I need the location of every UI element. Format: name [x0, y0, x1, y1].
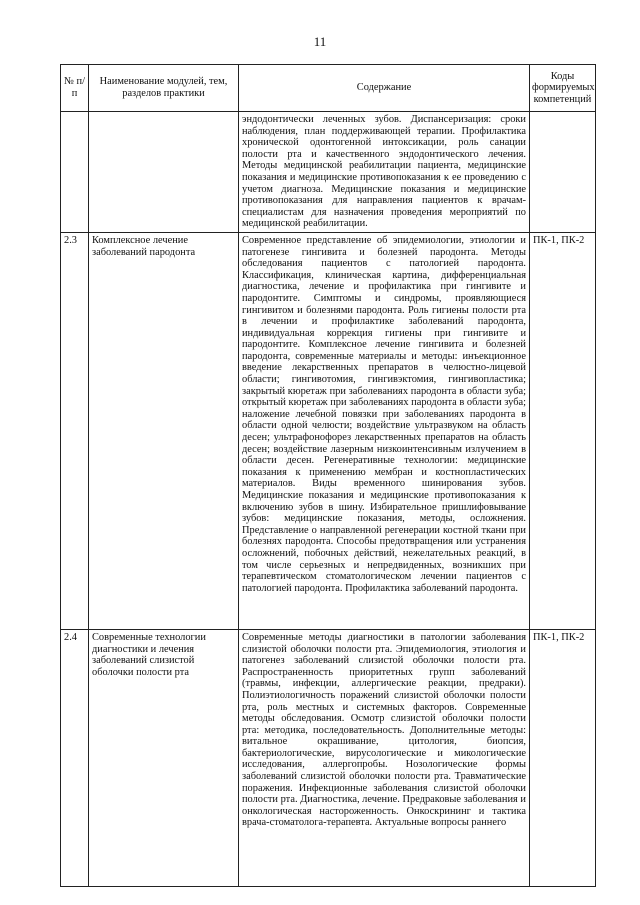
row-content: эндодонтически леченных зубов. Диспансеризация: сроки наблюдения, план поддерживающей терапии. Профилактика хронической одонтогенной интоксикации, роль санации полости рта и качественного эндодонтического лечения. Методы медицинской реабилитации пациента, медицинские показания и медицинские противопоказания к ее проведению с учетом диагноза. Медицинские показания и медицинские противопоказания для направления пациентов к врачам-специалистам для назначения проведения мероприятий по медицинской реабилитации.: [239, 112, 530, 233]
curriculum-table: [60, 64, 596, 887]
row-content: Современные методы диагностики в патологии заболевания слизистой оболочки полости рта. Эпидемиология, этиология и патогенез заболеваний слизистой оболочки полости рта. Распространенность приоритетных групп заболеваний (травмы, инфекции, аллергические реакции, предраки). Полиэтиологичность поражений слизистой оболочки полости рта, роль местных и системных факторов. Современные методы обследования. Осмотр слизистой оболочки полости рта: методика, последовательность. Дополнительные методы: витальное окрашивание, цитология, биопсия, бактериологические, вирусологические и микологические исследования, аллергопробы. Нозологические формы заболеваний слизистой оболочки полости рта. Травматические поражения. Инфекционные заболевания слизистой оболочки полости рта. Диагностика, лечение. Предраковые заболевания и онкологическая настороженность. Онкоскрининг и тактика врача-стоматолога-терапевта. Актуальные вопросы раннего: [239, 629, 530, 886]
header-num: № п/п: [61, 65, 89, 112]
row-content: Современное представление об эпидемиологии, этиологии и патогенезе гингивита и болезней пародонта. Методы обследования пациентов с патологией пародонта. Классификация, клиническая картина, дифференциальная диагностика, лечение и профилактика при гингивите и пародонтите. Симптомы и синдромы, проявляющиеся гингивитом и болезнями пародонта. Роль гигиены полости рта в лечении и профилактике заболеваний пародонта, индивидуальная коррекция гигиены при гингивите и пародонтите. Комплексное лечение гингивита и болезней пародонта, современные материалы и методы: инъекционное введение лекарственных препаратов в челюстно-лицевой области; гингивотомия, гингивэктомия, гингивопластика; закрытый кюретаж при заболеваниях пародонта в области зуба; открытый кюретаж при заболеваниях пародонта в области зуба; наложение лечебной повязки при заболеваниях пародонта в области одной челюсти; воздействие ультразвуком на область десен; ультрафонофорез лекарственных препаратов на область десен; воздействие лазерным низкоинтенсивным излучением в области десен. Регенеративные технологии: медицинские показания к применению мембран и костнопластических материалов. Виды временного шинирования зубов. Медицинские показания и медицинские противопоказания к включению зубов в шину. Избирательное пришлифовывание зубов: медицинские показания, методы, осложнения. Представление о направленной регенерации костной ткани при болезнях пародонта. Способы предотвращения или устранения осложнений, побочных действий, нежелательных реакций, в том числе серьезных и непредвиденных, возникших при терапевтическом стоматологическом лечении пациентов с патологией пародонта. Профилактика заболеваний пародонта.: [239, 232, 530, 629]
row-num: 2.4: [61, 629, 89, 886]
row-module: Комплексное лечение заболеваний пародонта: [89, 232, 239, 629]
row-module: [89, 112, 239, 233]
table-row: [61, 629, 596, 886]
header-module: Наименование модулей, тем, разделов практики: [89, 65, 239, 112]
row-codes: ПК-1, ПК-2: [530, 232, 596, 629]
row-codes: ПК-1, ПК-2: [530, 629, 596, 886]
header-content: Содержание: [239, 65, 530, 112]
row-module: Современные технологии диагностики и лечения заболеваний слизистой оболочки полости рта: [89, 629, 239, 886]
row-codes: [530, 112, 596, 233]
table-header-row: [61, 65, 596, 112]
row-num: 2.3: [61, 232, 89, 629]
header-codes: Коды формируемых компетенций: [530, 65, 596, 112]
page-number: 11: [313, 34, 327, 49]
row-num: [61, 112, 89, 233]
table-row: [61, 112, 596, 233]
table-row: [61, 232, 596, 629]
